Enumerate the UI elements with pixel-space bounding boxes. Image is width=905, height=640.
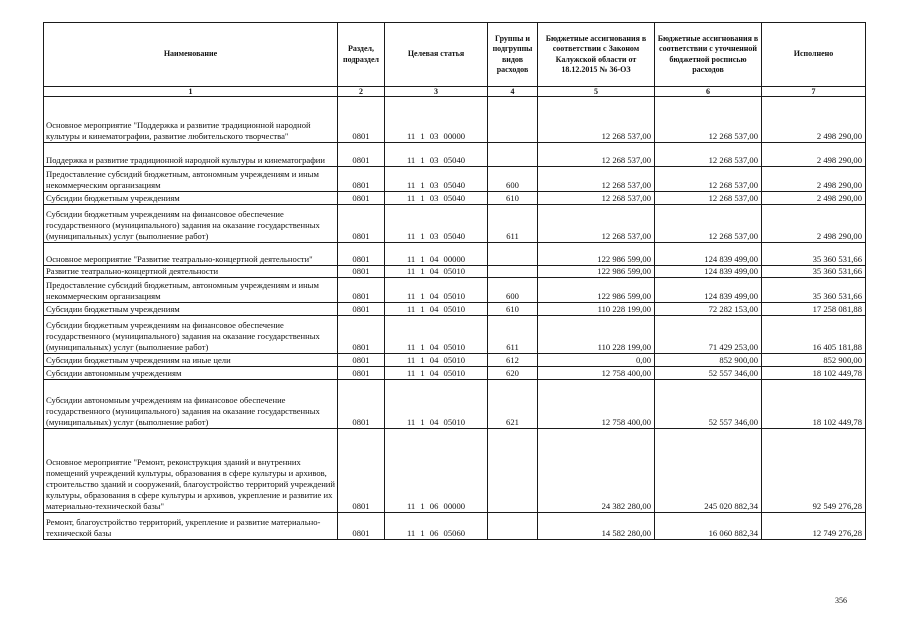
cell-group: 610 bbox=[488, 192, 538, 205]
table-row bbox=[44, 303, 866, 316]
cell-law: 12 268 537,00 bbox=[538, 192, 655, 205]
cell-group: 611 bbox=[488, 316, 538, 354]
table-row bbox=[44, 97, 866, 143]
header-section: Раздел, подраздел bbox=[338, 23, 385, 87]
table-row bbox=[44, 143, 866, 167]
cell-name: Предоставление субсидий бюджетным, автономным учреждениям и иным некоммерческим организациям bbox=[44, 278, 338, 303]
cell-law: 122 986 599,00 bbox=[538, 266, 655, 278]
cell-name: Основное мероприятие "Ремонт, реконструкция зданий и внутренних помещений учреждений культуры, образования в сфере культуры и архивов, строительство зданий и сооружений, благоустройство территорий учреждений культуры, образования в сфере культуры и архивов, укрепление и развитие их материально-технической базы" bbox=[44, 429, 338, 513]
header-refined: Бюджетные ассигнования в соответствии с уточненной бюджетной росписью расходов bbox=[655, 23, 762, 87]
cell-target: 11 1 03 05040 bbox=[385, 167, 488, 192]
cell-name: Субсидии бюджетным учреждениям на финансовое обеспечение государственного (муниципального) задания на оказание государственных (муниципальных) услуг (выполнение работ) bbox=[44, 316, 338, 354]
cell-executed: 18 102 449,78 bbox=[762, 367, 866, 380]
cell-law: 12 268 537,00 bbox=[538, 205, 655, 243]
col-number: 7 bbox=[762, 87, 866, 97]
table-row bbox=[44, 266, 866, 278]
col-number: 1 bbox=[44, 87, 338, 97]
cell-refined: 52 557 346,00 bbox=[655, 380, 762, 429]
cell-executed: 35 360 531,66 bbox=[762, 243, 866, 266]
cell-target: 11 1 03 00000 bbox=[385, 97, 488, 143]
cell-section: 0801 bbox=[338, 303, 385, 316]
cell-name: Субсидии бюджетным учреждениям bbox=[44, 303, 338, 316]
cell-executed: 2 498 290,00 bbox=[762, 143, 866, 167]
budget-table-sheet bbox=[43, 22, 865, 540]
cell-refined: 12 268 537,00 bbox=[655, 192, 762, 205]
cell-group: 600 bbox=[488, 278, 538, 303]
cell-refined: 245 020 882,34 bbox=[655, 429, 762, 513]
table-row bbox=[44, 513, 866, 540]
cell-group bbox=[488, 266, 538, 278]
cell-refined: 12 268 537,00 bbox=[655, 97, 762, 143]
cell-law: 24 382 280,00 bbox=[538, 429, 655, 513]
cell-target: 11 1 03 05040 bbox=[385, 143, 488, 167]
cell-group bbox=[488, 513, 538, 540]
cell-section: 0801 bbox=[338, 367, 385, 380]
col-number: 6 bbox=[655, 87, 762, 97]
cell-target: 11 1 03 05040 bbox=[385, 192, 488, 205]
cell-target: 11 1 04 05010 bbox=[385, 316, 488, 354]
cell-section: 0801 bbox=[338, 97, 385, 143]
cell-section: 0801 bbox=[338, 243, 385, 266]
table-row bbox=[44, 205, 866, 243]
table-row bbox=[44, 243, 866, 266]
cell-law: 12 268 537,00 bbox=[538, 167, 655, 192]
cell-target: 11 1 04 05010 bbox=[385, 354, 488, 367]
cell-target: 11 1 06 00000 bbox=[385, 429, 488, 513]
cell-name: Субсидии бюджетным учреждениям на финансовое обеспечение государственного (муниципального) задания на оказание государственных (муниципальных) услуг (выполнение работ) bbox=[44, 205, 338, 243]
cell-law: 122 986 599,00 bbox=[538, 278, 655, 303]
cell-target: 11 1 04 05010 bbox=[385, 278, 488, 303]
table-row bbox=[44, 367, 866, 380]
cell-name: Основное мероприятие "Развитие театрально-концертной деятельности" bbox=[44, 243, 338, 266]
cell-group: 620 bbox=[488, 367, 538, 380]
table-row bbox=[44, 429, 866, 513]
cell-refined: 12 268 537,00 bbox=[655, 205, 762, 243]
col-number: 2 bbox=[338, 87, 385, 97]
cell-law: 12 758 400,00 bbox=[538, 380, 655, 429]
budget-table bbox=[43, 22, 866, 540]
cell-group bbox=[488, 143, 538, 167]
table-row bbox=[44, 278, 866, 303]
cell-target: 11 1 04 05010 bbox=[385, 367, 488, 380]
cell-section: 0801 bbox=[338, 266, 385, 278]
col-number: 3 bbox=[385, 87, 488, 97]
cell-executed: 2 498 290,00 bbox=[762, 167, 866, 192]
cell-section: 0801 bbox=[338, 513, 385, 540]
cell-section: 0801 bbox=[338, 278, 385, 303]
cell-target: 11 1 04 00000 bbox=[385, 243, 488, 266]
cell-executed: 12 749 276,28 bbox=[762, 513, 866, 540]
page-number: 356 bbox=[835, 596, 847, 605]
cell-name: Субсидии автономным учреждениям bbox=[44, 367, 338, 380]
cell-name: Развитие театрально-концертной деятельности bbox=[44, 266, 338, 278]
cell-target: 11 1 06 05060 bbox=[385, 513, 488, 540]
col-number: 5 bbox=[538, 87, 655, 97]
cell-section: 0801 bbox=[338, 143, 385, 167]
cell-group: 621 bbox=[488, 380, 538, 429]
cell-section: 0801 bbox=[338, 354, 385, 367]
cell-name: Основное мероприятие "Поддержка и развитие традиционной народной культуры и кинематографии, развитие любительского творчества" bbox=[44, 97, 338, 143]
cell-group bbox=[488, 243, 538, 266]
cell-executed: 92 549 276,28 bbox=[762, 429, 866, 513]
cell-refined: 16 060 882,34 bbox=[655, 513, 762, 540]
cell-name: Субсидии бюджетным учреждениям bbox=[44, 192, 338, 205]
cell-target: 11 1 04 05010 bbox=[385, 303, 488, 316]
cell-section: 0801 bbox=[338, 429, 385, 513]
cell-section: 0801 bbox=[338, 316, 385, 354]
cell-executed: 852 900,00 bbox=[762, 354, 866, 367]
cell-group bbox=[488, 429, 538, 513]
cell-executed: 35 360 531,66 bbox=[762, 266, 866, 278]
cell-refined: 124 839 499,00 bbox=[655, 278, 762, 303]
cell-group: 600 bbox=[488, 167, 538, 192]
cell-refined: 852 900,00 bbox=[655, 354, 762, 367]
cell-name: Субсидии автономным учреждениям на финансовое обеспечение государственного (муниципального) задания на оказание государственных (муниципальных) услуг (выполнение работ) bbox=[44, 380, 338, 429]
cell-executed: 18 102 449,78 bbox=[762, 380, 866, 429]
cell-group: 612 bbox=[488, 354, 538, 367]
cell-section: 0801 bbox=[338, 167, 385, 192]
header-name: Наименование bbox=[44, 23, 338, 87]
cell-refined: 12 268 537,00 bbox=[655, 143, 762, 167]
cell-executed: 17 258 081,88 bbox=[762, 303, 866, 316]
cell-executed: 2 498 290,00 bbox=[762, 97, 866, 143]
header-law: Бюджетные ассигнования в соответствии с Законом Калужской области от 18.12.2015 № 36-ОЗ bbox=[538, 23, 655, 87]
cell-target: 11 1 04 05010 bbox=[385, 380, 488, 429]
cell-law: 110 228 199,00 bbox=[538, 316, 655, 354]
table-row bbox=[44, 354, 866, 367]
cell-name: Субсидии бюджетным учреждениям на иные цели bbox=[44, 354, 338, 367]
header-executed: Исполнено bbox=[762, 23, 866, 87]
cell-section: 0801 bbox=[338, 192, 385, 205]
cell-section: 0801 bbox=[338, 205, 385, 243]
cell-executed: 35 360 531,66 bbox=[762, 278, 866, 303]
cell-group: 611 bbox=[488, 205, 538, 243]
table-row bbox=[44, 167, 866, 192]
cell-law: 12 268 537,00 bbox=[538, 97, 655, 143]
cell-refined: 124 839 499,00 bbox=[655, 266, 762, 278]
cell-law: 122 986 599,00 bbox=[538, 243, 655, 266]
cell-law: 12 268 537,00 bbox=[538, 143, 655, 167]
header-target: Целевая статья bbox=[385, 23, 488, 87]
cell-law: 12 758 400,00 bbox=[538, 367, 655, 380]
col-number: 4 bbox=[488, 87, 538, 97]
cell-name: Поддержка и развитие традиционной народной культуры и кинематографии bbox=[44, 143, 338, 167]
cell-refined: 52 557 346,00 bbox=[655, 367, 762, 380]
cell-law: 110 228 199,00 bbox=[538, 303, 655, 316]
cell-section: 0801 bbox=[338, 380, 385, 429]
cell-law: 14 582 280,00 bbox=[538, 513, 655, 540]
cell-name: Ремонт, благоустройство территорий, укрепление и развитие материально-технической базы bbox=[44, 513, 338, 540]
cell-name: Предоставление субсидий бюджетным, автономным учреждениям и иным некоммерческим организациям bbox=[44, 167, 338, 192]
column-number-row bbox=[44, 87, 866, 97]
table-row bbox=[44, 192, 866, 205]
cell-refined: 71 429 253,00 bbox=[655, 316, 762, 354]
cell-refined: 124 839 499,00 bbox=[655, 243, 762, 266]
cell-refined: 12 268 537,00 bbox=[655, 167, 762, 192]
cell-target: 11 1 04 05010 bbox=[385, 266, 488, 278]
header-row bbox=[44, 23, 866, 87]
table-row bbox=[44, 380, 866, 429]
cell-executed: 2 498 290,00 bbox=[762, 205, 866, 243]
cell-group bbox=[488, 97, 538, 143]
table-body bbox=[44, 97, 866, 540]
cell-executed: 16 405 181,88 bbox=[762, 316, 866, 354]
cell-executed: 2 498 290,00 bbox=[762, 192, 866, 205]
cell-target: 11 1 03 05040 bbox=[385, 205, 488, 243]
header-group: Группы и подгруппы видов расходов bbox=[488, 23, 538, 87]
table-row bbox=[44, 316, 866, 354]
cell-group: 610 bbox=[488, 303, 538, 316]
cell-refined: 72 282 153,00 bbox=[655, 303, 762, 316]
cell-law: 0,00 bbox=[538, 354, 655, 367]
